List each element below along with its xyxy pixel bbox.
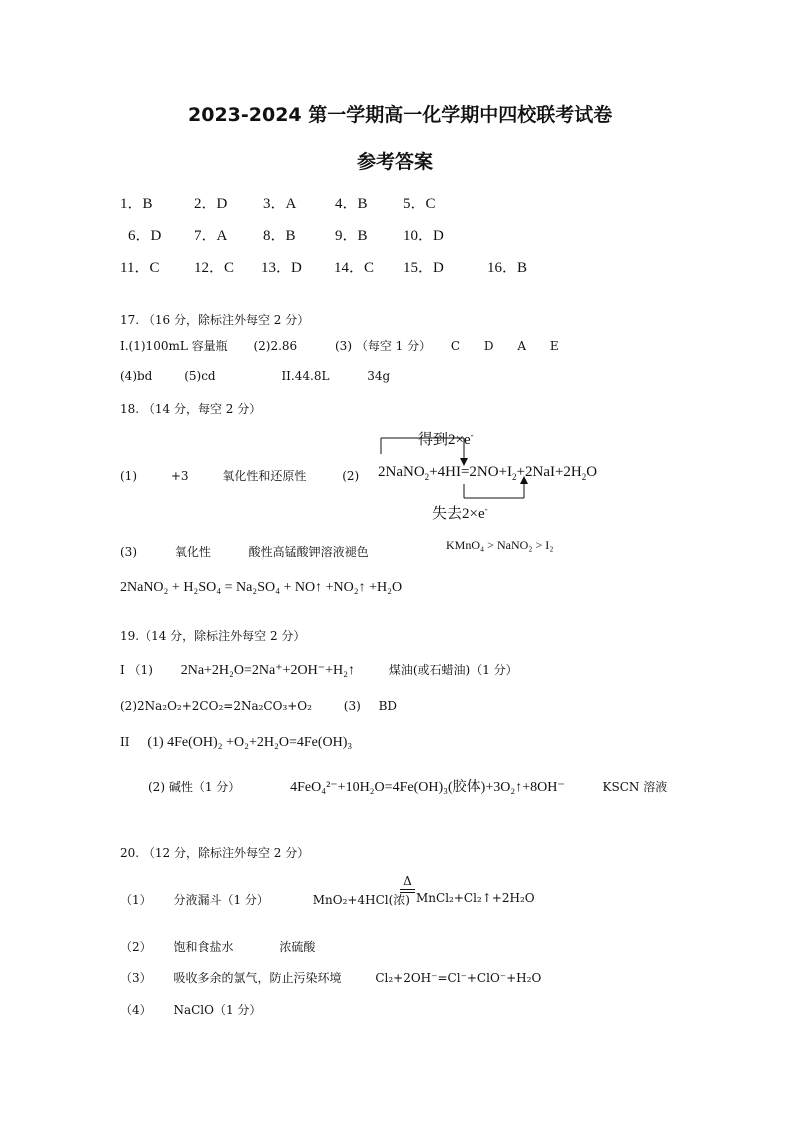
answer-item: 16．B: [487, 260, 528, 276]
q18-equation-2: 2NaNO₂ + H₂SO₄ = Na₂SO₄ + NO↑ +NO₂↑ +H₂O: [120, 580, 403, 595]
q18-part: (3): [120, 545, 137, 559]
answer-item: 15．D: [403, 260, 444, 276]
answer-item: 1．B: [120, 196, 153, 212]
q20-line-3: （3） 吸收多余的氯气，防止污染环境 Cl₂+2OH⁻=Cl⁻+ClO⁻+H₂O: [120, 971, 542, 985]
answer-item: 14．C: [334, 260, 375, 276]
oxidizing-order: KMnO₄ > NaNO₂ > I₂: [446, 538, 554, 552]
page-title: 2023-2024 第一学期高一化学期中四校联考试卷: [188, 104, 613, 126]
q20-header: 20. （12 分，除标注外每空 2 分）: [120, 846, 310, 860]
q17-part: II.44.8L: [281, 369, 330, 383]
answer-item: 7．A: [194, 228, 228, 244]
answer-item: 4．B: [335, 196, 368, 212]
q17-part: (5)cd: [184, 369, 216, 383]
q19-line-1: I （1) 2Na+2H₂O=2Na⁺+2OH⁻+H₂↑ 煤油(或石蜡油)（1 分）: [120, 663, 518, 678]
lose-electron-label: 失去2×e-: [432, 504, 488, 522]
answer-item: 3．A: [263, 196, 297, 212]
equals-line-top: [400, 889, 415, 890]
q19-line-3: II (1) 4Fe(OH)₂ +O₂+2H₂O=4Fe(OH)₃: [120, 735, 353, 750]
q17-line-2: [120, 369, 390, 383]
q17-part: 34g: [367, 369, 391, 383]
answer-item: 11．C: [120, 260, 160, 276]
answer-item: 5．C: [403, 196, 436, 212]
answer-item: 2．D: [194, 196, 228, 212]
answer-item: 13．D: [261, 260, 302, 276]
answer-item: 12．C: [194, 260, 235, 276]
q17-part: (4)bd: [120, 369, 153, 383]
q20-line-1: （1） 分液漏斗（1 分） MnO₂+4HCl(浓): [120, 893, 410, 907]
q19-header: 19.（14 分，除标注外每空 2 分）: [120, 629, 306, 643]
q18-part: 氧化性和还原性: [222, 469, 307, 483]
delta-symbol: Δ: [403, 874, 412, 888]
answer-item: 8．B: [263, 228, 296, 244]
q18-line-1: [120, 467, 359, 484]
q20-line-2: （2） 饱和食盐水 浓硫酸: [120, 940, 316, 954]
q17-part: C: [450, 339, 461, 353]
redox-equation: $2NaNO_2+4HI=2NO+I_2+2NaI+2H_2O$: [378, 464, 598, 482]
q20-equation-product: MnCl₂+Cl₂↑+2H₂O: [416, 891, 535, 905]
answer-item: 6．D: [128, 228, 162, 244]
q19-line-4: (2) 碱性（1 分） 4FeO₄²⁻+10H₂O=4Fe(OH)₃(胶体)+3O₂↑+8OH⁻ KSCN 溶液: [148, 780, 668, 795]
q18-line-2: [120, 543, 369, 560]
answer-item: 9．B: [335, 228, 368, 244]
q17-part: (3) （每空 1 分）: [335, 339, 432, 353]
q17-part: I.(1)100mL 容量瓶: [120, 339, 228, 353]
page-subtitle: 参考答案: [357, 151, 434, 173]
q17-part: A: [517, 339, 527, 353]
heat-condition: [400, 876, 415, 893]
q20-line-4: （4） NaClO（1 分）: [120, 1003, 262, 1017]
q17-part: (2)2.86: [253, 339, 298, 353]
q19-equation: (1) 4Fe(OH)₂ +O₂+2H₂O=4Fe(OH)₃: [147, 735, 353, 750]
q19-line-2: (2)2Na₂O₂+2CO₂=2Na₂CO₃+O₂ (3) BD: [120, 699, 398, 713]
q19-equation: 4FeO₄²⁻+10H₂O=4Fe(OH)₃(胶体)+3O₂↑+8OH⁻: [290, 780, 565, 795]
q18-part: (2): [342, 469, 360, 483]
equals-line-bottom: [400, 892, 415, 893]
q17-header: 17. （16 分，除标注外每空 2 分）: [120, 313, 310, 327]
q18-part: 氧化性: [174, 545, 211, 559]
q18-header: 18. （14 分，每空 2 分）: [120, 402, 262, 416]
q17-part: D: [483, 339, 494, 353]
q17-part: E: [549, 339, 559, 353]
q17-line-1: [120, 337, 559, 354]
gain-electron-label: 得到2×e-: [418, 430, 474, 448]
q18-part: (1): [120, 469, 137, 483]
q18-part: +3: [170, 469, 189, 483]
q19-equation: 2Na+2H₂O=2Na⁺+2OH⁻+H₂↑: [180, 663, 356, 678]
answer-item: 10．D: [403, 228, 444, 244]
q18-part: 酸性高锰酸钾溶液褪色: [248, 545, 369, 559]
